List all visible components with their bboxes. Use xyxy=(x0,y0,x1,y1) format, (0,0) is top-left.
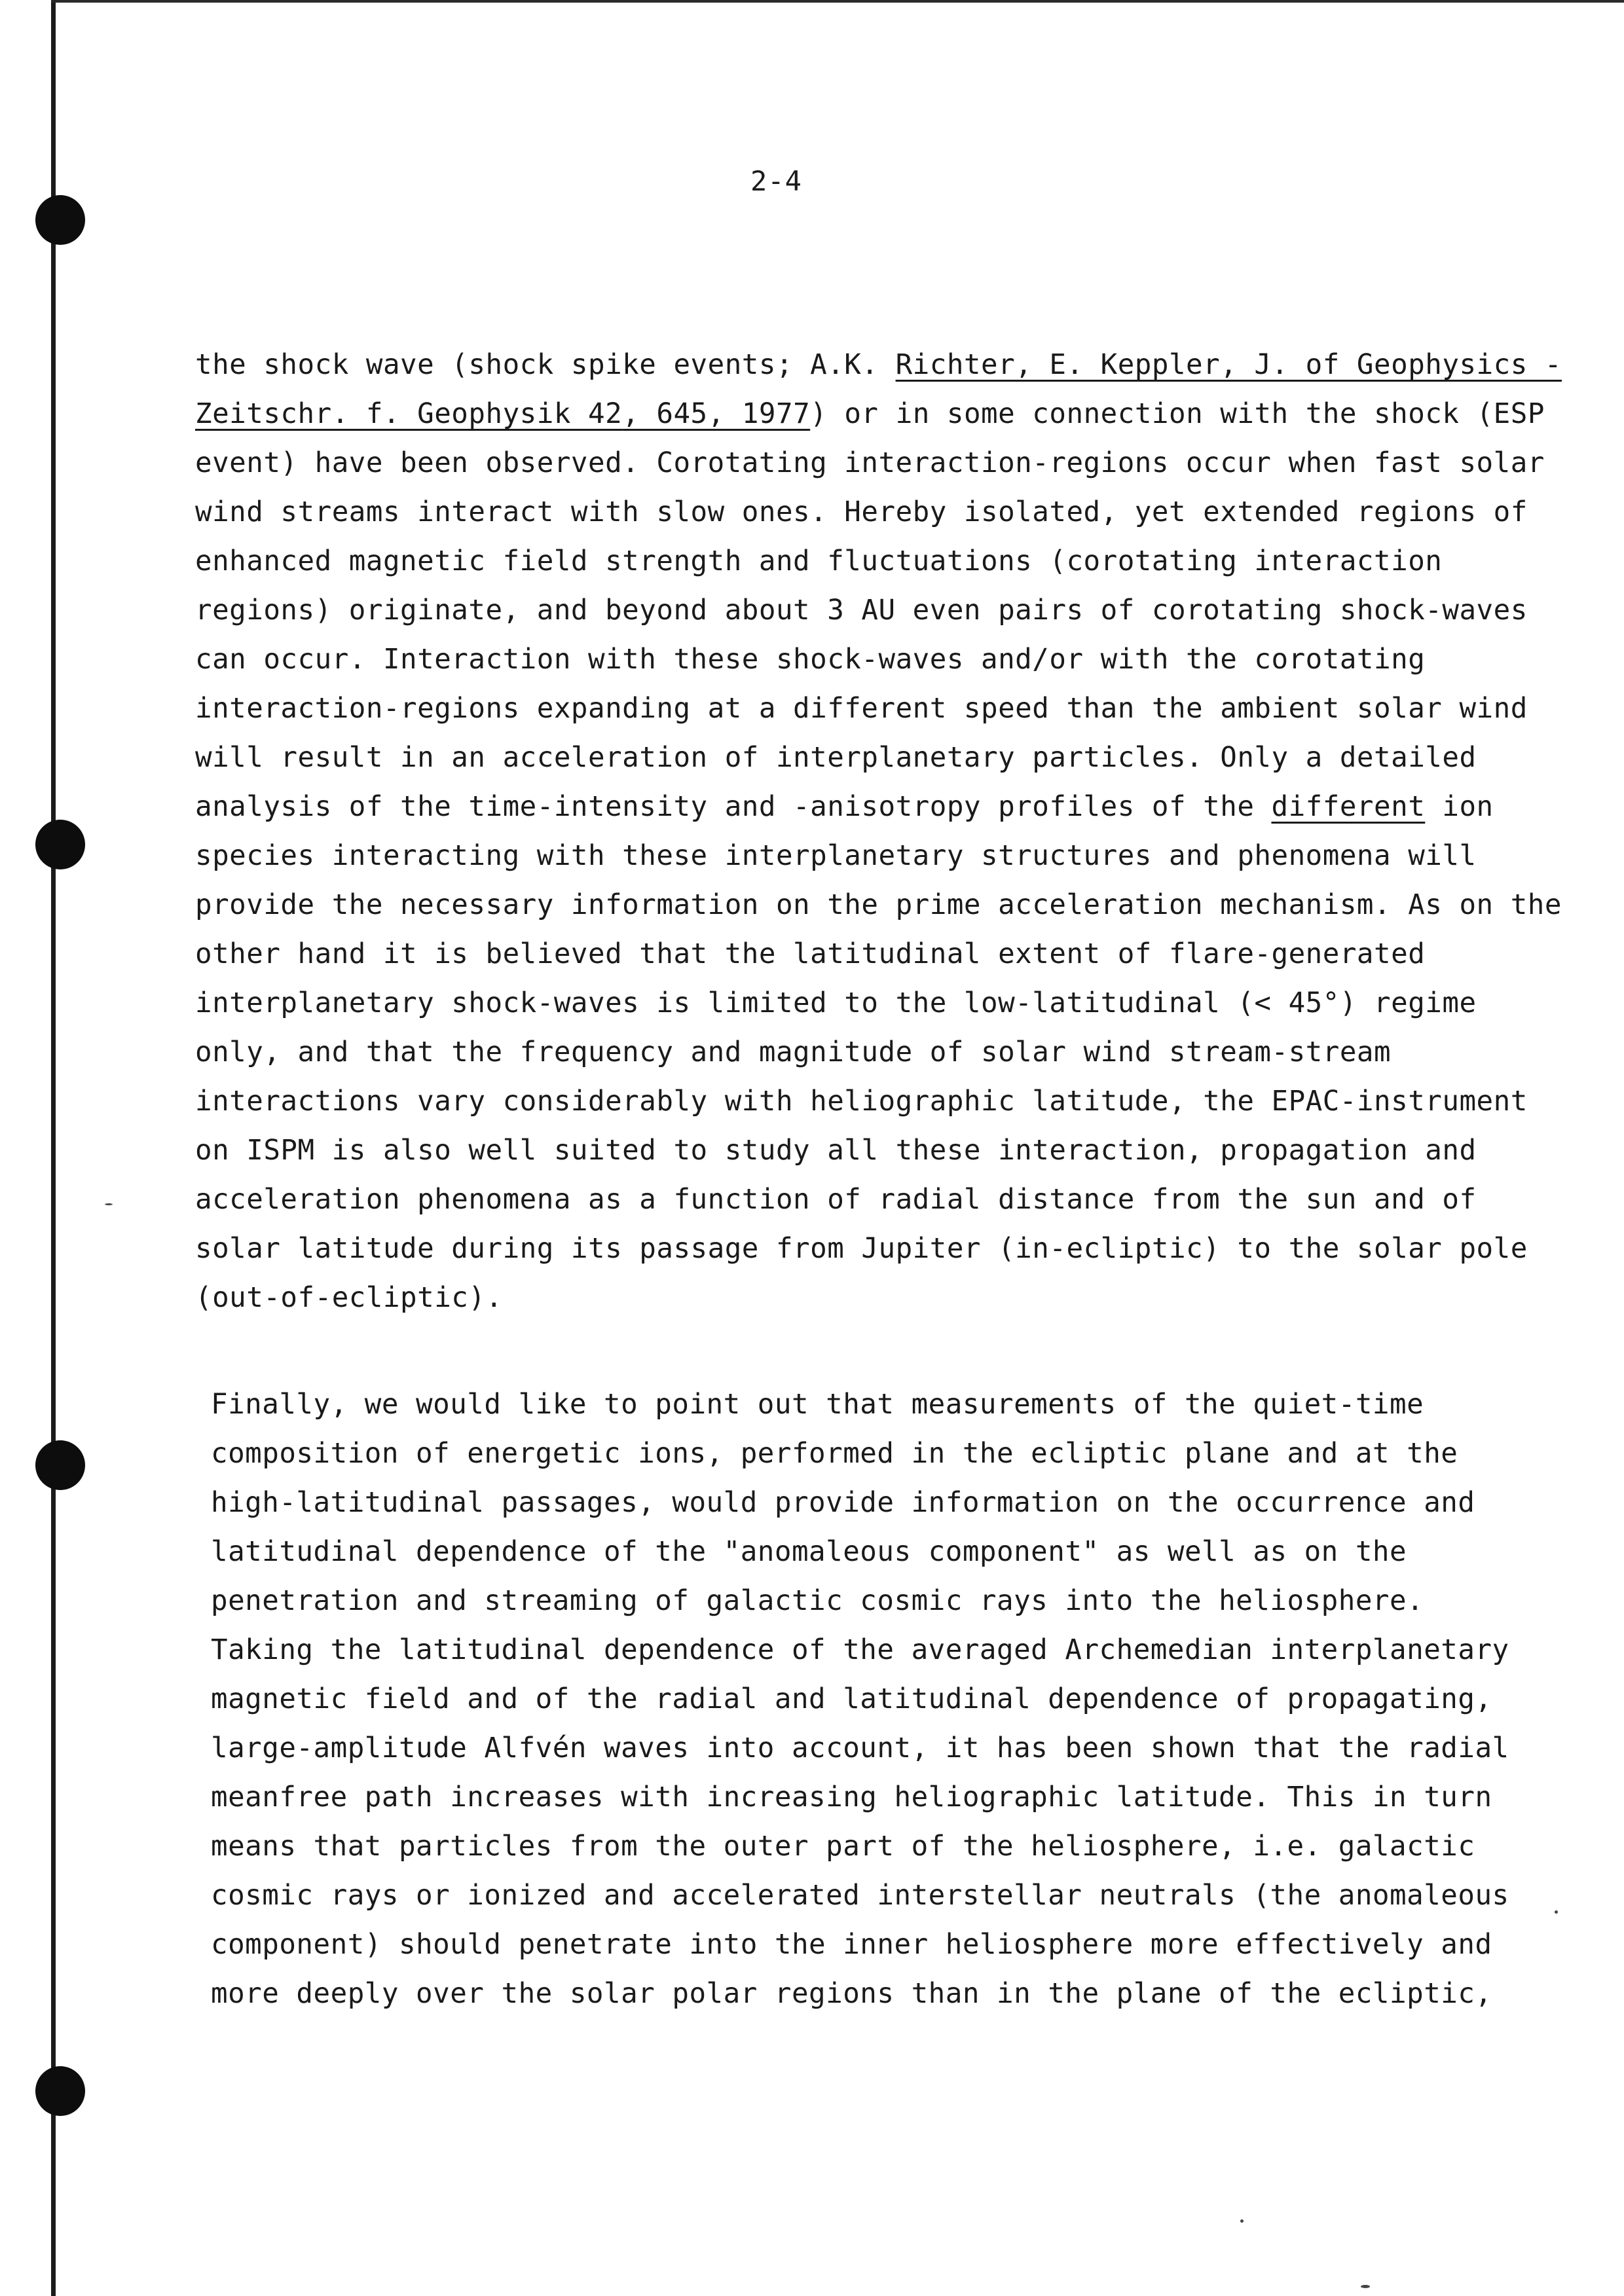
text-segment: penetration and streaming of galactic cosmic rays into the heliosphere. xyxy=(211,1585,1424,1617)
text-line xyxy=(195,1077,1531,1126)
text-line xyxy=(211,1969,1547,2018)
text-line xyxy=(195,1126,1531,1175)
text-line xyxy=(195,586,1531,635)
text-line xyxy=(211,1429,1547,1478)
text-line xyxy=(211,1822,1547,1871)
text-segment: can occur. Interaction with these shock-waves and/or with the corotating xyxy=(195,644,1426,676)
punch-hole xyxy=(35,1440,85,1490)
text-segment: provide the necessary information on the prime acceleration mechanism. As on the xyxy=(195,889,1562,921)
text-line xyxy=(195,340,1562,390)
text-segment: more deeply over the solar polar regions than in the plane of the ecliptic, xyxy=(211,1978,1492,2010)
text-segment: enhanced magnetic field strength and fluctuations (corotating interaction xyxy=(195,545,1443,577)
underlined-text: Richter, E. Keppler, J. of Geophysics - xyxy=(895,349,1562,381)
text-segment: meanfree path increases with increasing heliographic latitude. This in turn xyxy=(211,1781,1492,1813)
text-line xyxy=(195,930,1531,979)
scan-speck xyxy=(105,1203,113,1205)
text-line xyxy=(195,1273,1531,1322)
text-line xyxy=(195,684,1531,733)
underlined-text: different xyxy=(1271,791,1426,823)
scan-top-edge xyxy=(51,0,1624,3)
text-segment: acceleration phenomena as a function of radial distance from the sun and of xyxy=(195,1184,1477,1216)
text-segment: ion xyxy=(1425,791,1494,823)
text-segment: composition of energetic ions, performed in the ecliptic plane and at the xyxy=(211,1438,1458,1470)
text-segment: solar latitude during its passage from Jupiter (in-ecliptic) to the solar pole xyxy=(195,1233,1528,1265)
text-segment: (out-of-ecliptic). xyxy=(195,1282,503,1314)
text-line xyxy=(195,390,1545,439)
text-segment: cosmic rays or ionized and accelerated interstellar neutrals (the anomaleous xyxy=(211,1880,1509,1912)
text-line xyxy=(211,1675,1547,1724)
text-segment: other hand it is believed that the latitudinal extent of flare-generated xyxy=(195,938,1426,970)
text-line xyxy=(211,1576,1547,1626)
text-segment: component) should penetrate into the inner heliosphere more effectively and xyxy=(211,1929,1492,1961)
text-line xyxy=(195,979,1531,1028)
text-line xyxy=(195,537,1531,586)
text-segment: analysis of the time-intensity and -anisotropy profiles of the xyxy=(195,791,1272,823)
text-line xyxy=(211,1920,1547,1969)
text-line xyxy=(195,831,1531,881)
text-segment: event) have been observed. Corotating interaction-regions occur when fast solar xyxy=(195,447,1545,479)
body-paragraph-1 xyxy=(195,340,1562,1322)
text-segment: species interacting with these interplanetary structures and phenomena will xyxy=(195,840,1477,872)
text-segment: Finally, we would like to point out that measurements of the quiet-time xyxy=(211,1389,1424,1421)
text-segment: only, and that the frequency and magnitude of solar wind stream-stream xyxy=(195,1036,1392,1068)
text-line xyxy=(195,439,1545,488)
text-segment: the shock wave (shock spike events; A.K. xyxy=(195,349,896,381)
page-number: 2-4 xyxy=(750,165,802,197)
punch-hole xyxy=(35,195,85,245)
text-line xyxy=(211,1724,1547,1773)
scan-left-edge xyxy=(51,0,56,2296)
underlined-text: 42 xyxy=(588,398,623,430)
text-segment: regions) originate, and beyond about 3 AU even pairs of corotating shock-waves xyxy=(195,594,1528,627)
text-line xyxy=(195,733,1531,782)
text-segment: high-latitudinal passages, would provide information on the occurrence and xyxy=(211,1487,1475,1519)
text-line xyxy=(211,1527,1547,1576)
text-line xyxy=(195,1175,1531,1224)
scan-speck xyxy=(1361,2285,1370,2288)
punch-hole xyxy=(35,2066,85,2116)
text-segment: on ISPM is also well suited to study all these interaction, propagation and xyxy=(195,1135,1477,1167)
scan-speck xyxy=(1240,2219,1244,2223)
text-segment: Taking the latitudinal dependence of the averaged Archemedian interplanetary xyxy=(211,1634,1509,1666)
text-line xyxy=(211,1871,1547,1920)
text-segment: magnetic field and of the radial and latitudinal dependence of propagating, xyxy=(211,1683,1492,1715)
scan-speck xyxy=(1555,1910,1558,1914)
text-line xyxy=(195,881,1562,930)
text-segment: interaction-regions expanding at a different speed than the ambient solar wind xyxy=(195,693,1528,725)
text-line xyxy=(195,1224,1531,1273)
text-line xyxy=(211,1478,1547,1527)
text-segment: large-amplitude Alfvén waves into account, it has been shown that the radial xyxy=(211,1732,1509,1764)
text-line xyxy=(211,1626,1547,1675)
text-line xyxy=(195,635,1531,684)
text-line xyxy=(195,782,1531,831)
underlined-text: , 645, 1977 xyxy=(622,398,811,430)
text-segment: interplanetary shock-waves is limited to the low-latitudinal (< 45°) regime xyxy=(195,987,1477,1019)
text-segment: will result in an acceleration of interplanetary particles. Only a detailed xyxy=(195,742,1477,774)
text-segment: means that particles from the outer part of the heliosphere, i.e. galactic xyxy=(211,1831,1475,1863)
text-segment: wind streams interact with slow ones. Hereby isolated, yet extended regions of xyxy=(195,496,1528,528)
text-line xyxy=(211,1380,1547,1429)
text-segment: latitudinal dependence of the "anomaleous component" as well as on the xyxy=(211,1536,1407,1568)
text-line xyxy=(195,1028,1531,1077)
text-segment: ) or in some connection with the shock (ESP xyxy=(810,398,1545,430)
text-line xyxy=(195,488,1531,537)
punch-hole xyxy=(35,820,85,869)
body-paragraph-2 xyxy=(211,1380,1547,2018)
text-segment: interactions vary considerably with heliographic latitude, the EPAC-instrument xyxy=(195,1085,1528,1118)
underlined-text: Zeitschr. f. Geophysik xyxy=(195,398,589,430)
text-line xyxy=(211,1773,1547,1822)
